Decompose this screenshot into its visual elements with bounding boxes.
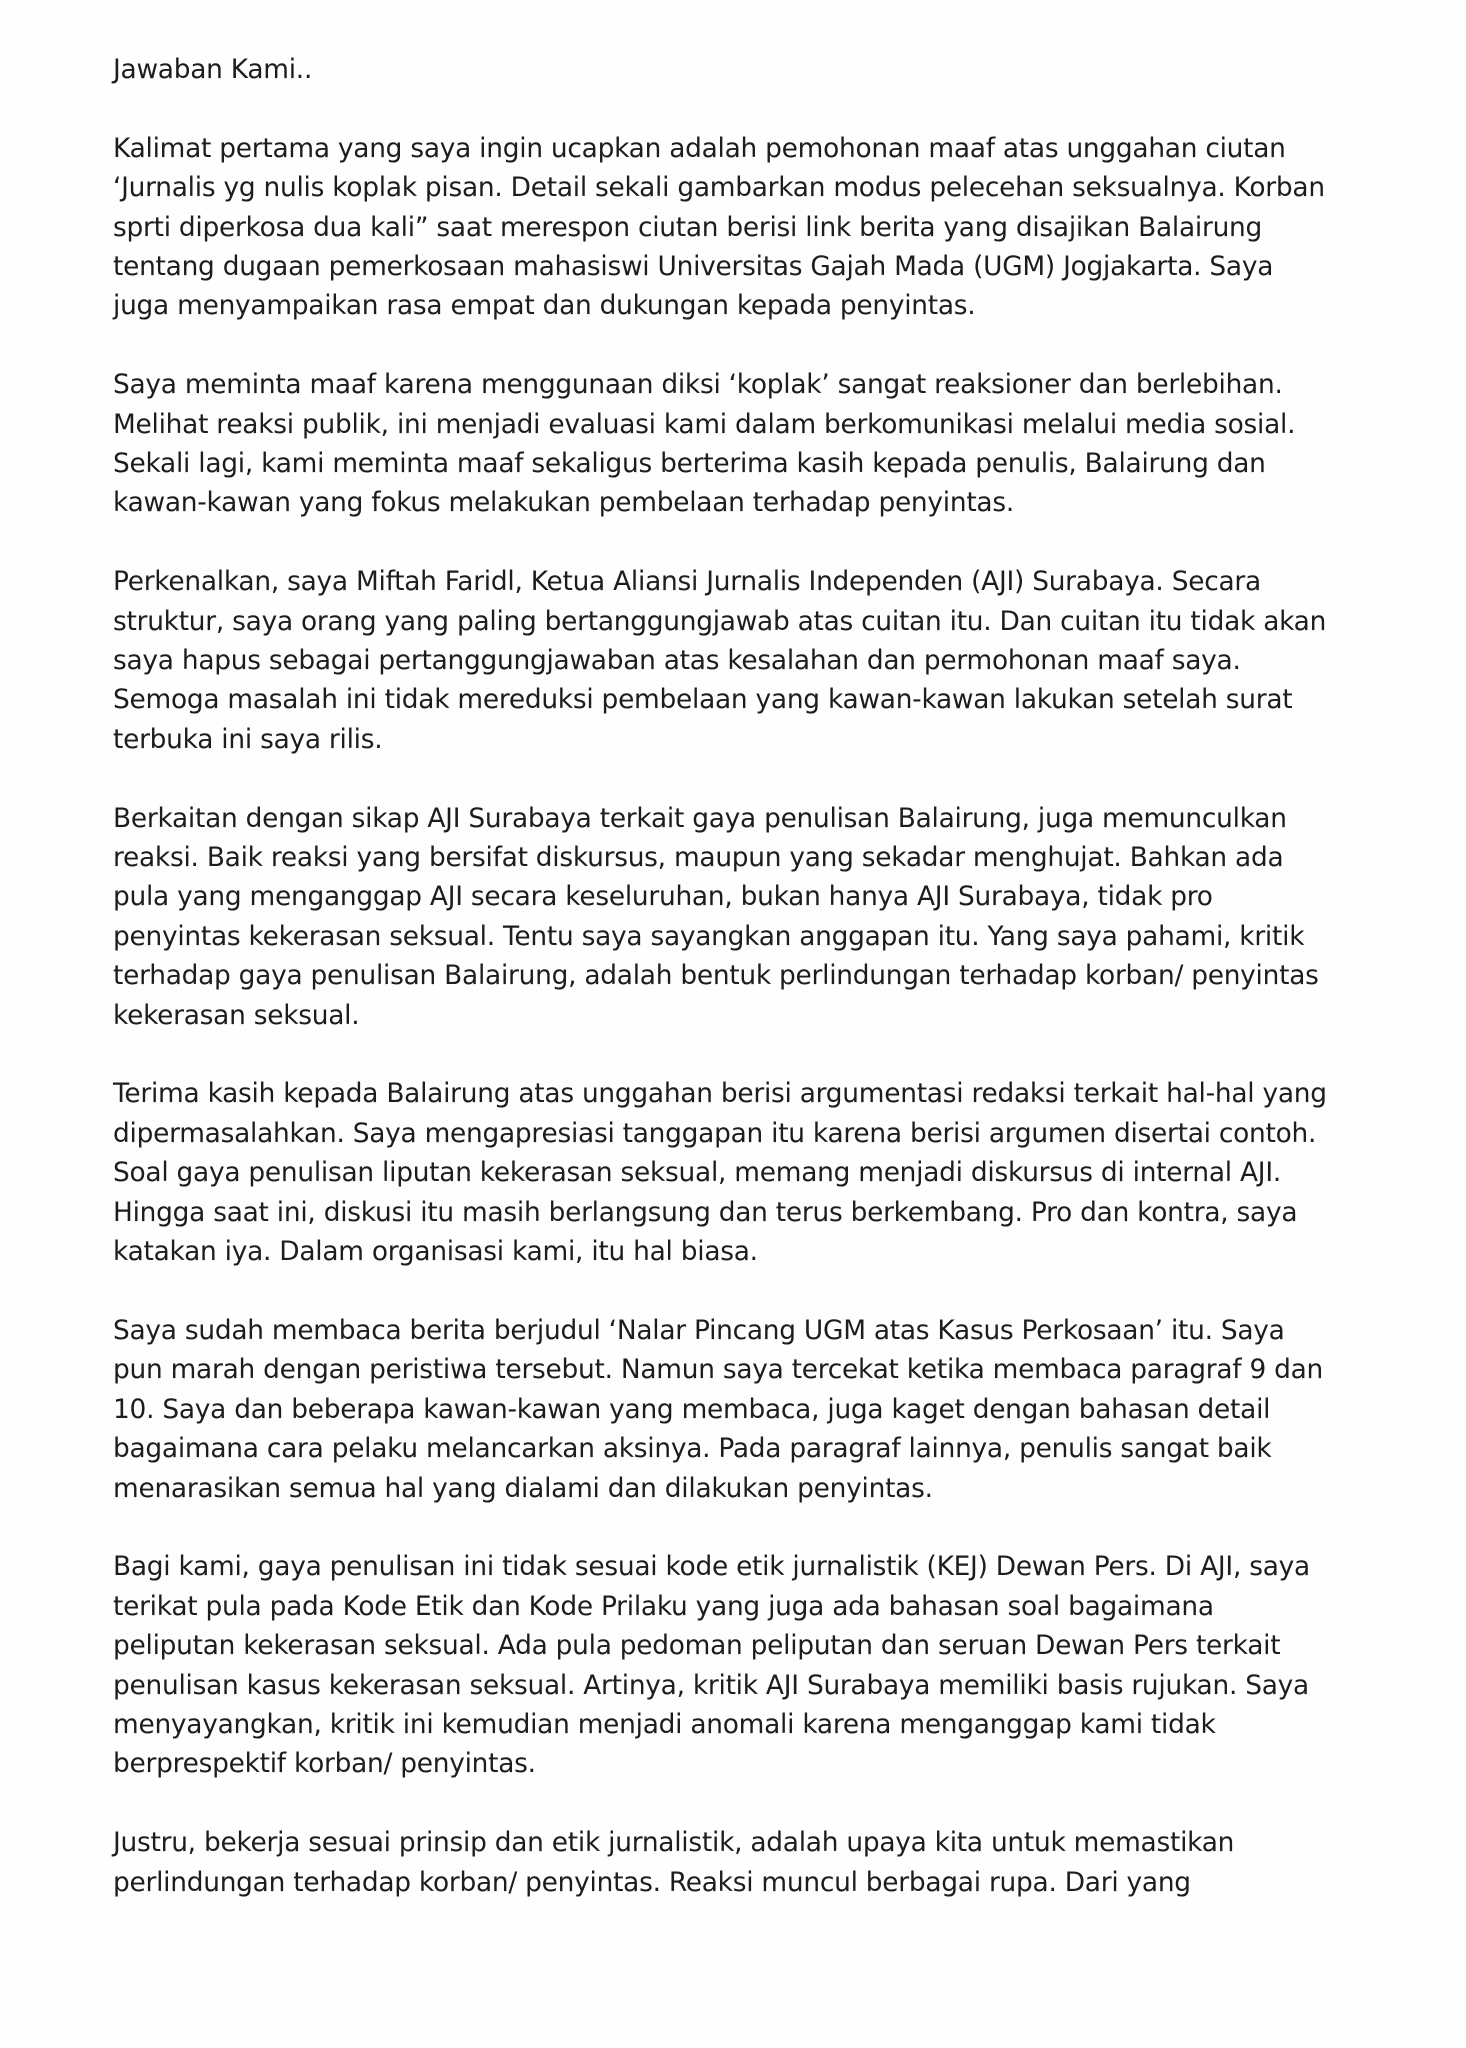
paragraph-diction xyxy=(113,365,1363,523)
paragraph-line: menyayangkan, kritik ini kemudian menjadi anomali karena menganggap kami tidak xyxy=(113,1708,1216,1740)
paragraph-line: penulisan kasus kekerasan seksual. Artinya, kritik AJI Surabaya memiliki basis rujukan. Saya xyxy=(113,1669,1309,1701)
paragraph-line: pula yang menganggap AJI secara keseluruhan, bukan hanya AJI Surabaya, tidak pro xyxy=(113,881,1213,913)
paragraph-article xyxy=(113,1311,1363,1508)
paragraph-line: kawan-kawan yang fokus melakukan pembelaan terhadap penyintas. xyxy=(113,487,1014,519)
paragraph-apology xyxy=(113,129,1363,326)
paragraph-line: juga menyampaikan rasa empat dan dukungan kepada penyintas. xyxy=(113,290,976,322)
paragraph-line: ‘Jurnalis yg nulis koplak pisan. Detail sekali gambarkan modus pelecehan seksualnya. Korban xyxy=(113,172,1325,204)
paragraph-line: berprespektif korban/ penyintas. xyxy=(113,1748,536,1780)
paragraph-line: Soal gaya penulisan liputan kekerasan seksual, memang menjadi diskursus di internal AJI. xyxy=(113,1157,1282,1189)
paragraph-line: kekerasan seksual. xyxy=(113,999,360,1031)
letter-heading: Jawaban Kami.. xyxy=(113,54,313,85)
paragraph-line: Sekali lagi, kami meminta maaf sekaligus berterima kasih kepada penulis, Balairung dan xyxy=(113,448,1266,480)
paragraph-line: Saya meminta maaf karena menggunaan diksi ‘koplak’ sangat reaksioner dan berlebihan. xyxy=(113,369,1283,401)
paragraph-reactions xyxy=(113,799,1363,1035)
paragraph-line: menarasikan semua hal yang dialami dan dilakukan penyintas. xyxy=(113,1472,933,1504)
paragraph-line: pun marah dengan peristiwa tersebut. Namun saya tercekat ketika membaca paragraf 9 dan xyxy=(113,1354,1324,1386)
paragraph-line: Perkenalkan, saya Miftah Faridl, Ketua Aliansi Jurnalis Independen (AJI) Surabaya. Secara xyxy=(113,566,1261,598)
paragraph-line: Semoga masalah ini tidak mereduksi pembelaan yang kawan-kawan lakukan setelah surat xyxy=(113,684,1293,716)
paragraph-line: sprti diperkosa dua kali” saat merespon ciutan berisi link berita yang disajikan Balairung xyxy=(113,211,1263,243)
paragraph-line: Kalimat pertama yang saya ingin ucapkan adalah pemohonan maaf atas unggahan ciutan xyxy=(113,132,1286,164)
paragraph-line: dipermasalahkan. Saya mengapresiasi tanggapan itu karena berisi argumen disertai contoh. xyxy=(113,1117,1317,1149)
paragraph-line: 10. Saya dan beberapa kawan-kawan yang membaca, juga kaget dengan bahasan detail xyxy=(113,1393,1271,1425)
paragraph-line: reaksi. Baik reaksi yang bersifat diskursus, maupun yang sekadar menghujat. Bahkan ada xyxy=(113,842,1284,874)
paragraph-code-of-ethics xyxy=(113,1547,1363,1783)
paragraph-line: peliputan kekerasan seksual. Ada pula pedoman peliputan dan seruan Dewan Pers terkait xyxy=(113,1630,1281,1662)
paragraph-line: bagaimana cara pelaku melancarkan aksinya. Pada paragraf lainnya, penulis sangat baik xyxy=(113,1433,1272,1465)
paragraph-principles xyxy=(113,1823,1363,1902)
paragraph-line: struktur, saya orang yang paling bertanggungjawab atas cuitan itu. Dan cuitan itu tidak akan xyxy=(113,605,1327,637)
paragraph-thanks xyxy=(113,1074,1363,1271)
paragraph-line: terbuka ini saya rilis. xyxy=(113,723,383,755)
paragraph-line: Terima kasih kepada Balairung atas unggahan berisi argumentasi redaksi terkait hal-hal yang xyxy=(113,1078,1327,1110)
letter-body xyxy=(113,50,1363,1941)
paragraph-line: perlindungan terhadap korban/ penyintas. Reaksi muncul berbagai rupa. Dari yang xyxy=(113,1866,1191,1898)
paragraph-line: saya hapus sebagai pertanggungjawaban atas kesalahan dan permohonan maaf saya. xyxy=(113,645,1241,677)
paragraph-line: Berkaitan dengan sikap AJI Surabaya terkait gaya penulisan Balairung, juga memunculkan xyxy=(113,802,1287,834)
paragraph-line: Melihat reaksi publik, ini menjadi evaluasi kami dalam berkomunikasi melalui media sosial. xyxy=(113,408,1296,440)
paragraph-line: Saya sudah membaca berita berjudul ‘Nalar Pincang UGM atas Kasus Perkosaan’ itu. Saya xyxy=(113,1314,1285,1346)
paragraph-line: terikat pula pada Kode Etik dan Kode Prilaku yang juga ada bahasan soal bagaimana xyxy=(113,1590,1214,1622)
paragraph-line: tentang dugaan pemerkosaan mahasiswi Universitas Gajah Mada (UGM) Jogjakarta. Saya xyxy=(113,251,1274,283)
paragraph-line: Justru, bekerja sesuai prinsip dan etik jurnalistik, adalah upaya kita untuk memastikan xyxy=(113,1827,1235,1859)
paragraph-line: Hingga saat ini, diskusi itu masih berlangsung dan terus berkembang. Pro dan kontra, saya xyxy=(113,1196,1298,1228)
paragraph-line: katakan iya. Dalam organisasi kami, itu hal biasa. xyxy=(113,1236,758,1268)
paragraph-line: Bagi kami, gaya penulisan ini tidak sesuai kode etik jurnalistik (KEJ) Dewan Pers. Di AJI, saya xyxy=(113,1551,1310,1583)
paragraph-line: terhadap gaya penulisan Balairung, adalah bentuk perlindungan terhadap korban/ penyintas xyxy=(113,960,1319,992)
paragraph-introduction xyxy=(113,562,1363,759)
paragraph-line: penyintas kekerasan seksual. Tentu saya sayangkan anggapan itu. Yang saya pahami, kritik xyxy=(113,920,1305,952)
